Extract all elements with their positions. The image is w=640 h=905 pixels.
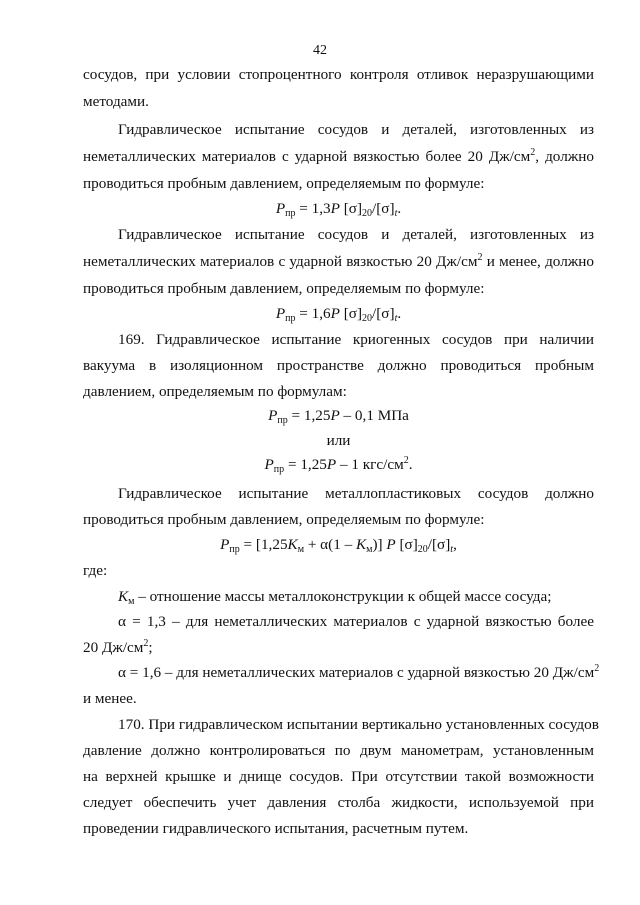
paragraph-line: неметаллических материалов с ударной вязкостью более 20 $Дж/см^2$, должно (83, 146, 594, 165)
paragraph-line: на верхней крышке и днище сосудов. При отсутствии такой возможности (83, 768, 594, 785)
paragraph-line: давлением, определяемым по формулам: (83, 383, 347, 400)
paragraph-line: сосудов, при условии стопроцентного контроля отливок неразрушающими (83, 66, 594, 83)
definition-line: и менее. (83, 690, 137, 707)
where-label: где: (83, 562, 108, 579)
formula: $P_{пр} = [1,25K_м + \alpha(1 - K_м)]$ P $[\sigma]_{20}/[\sigma]_t$, (220, 536, 457, 555)
paragraph-line: вакуума в изоляционном пространстве должно проводиться пробным (83, 357, 594, 374)
formula: $P_{пр} = 1,25P - 0,1$ МПа (268, 407, 409, 426)
paragraph-line: 169. Гидравлическое испытание криогенных сосудов при наличии (118, 331, 594, 348)
paragraph-line: неметаллических материалов с ударной вязкостью 20 $Дж/см^2$ и менее, должно (83, 251, 594, 270)
formula: $P_{пр} = 1,3P$ $[\sigma]_{20}/[\sigma]_t$. (275, 200, 402, 219)
definition-line: α = 1,3 – для неметаллических материалов с ударной вязкостью более (118, 613, 594, 630)
definition-line: 20 $Дж/см^2$; (83, 637, 153, 656)
formula-separator: или (326, 432, 351, 449)
paragraph-line: 170. При гидравлическом испытании вертикально установленных сосудов (118, 716, 599, 733)
page-number: 42 (313, 43, 327, 58)
paragraph-line: Гидравлическое испытание сосудов и деталей, изготовленных из (118, 121, 594, 138)
paragraph-line: проводиться пробным давлением, определяемым по формуле: (83, 175, 485, 192)
formula: $P_{пр} = 1,25P - 1$ кгс/$см^2$. (264, 454, 413, 475)
paragraph-line: давление должно контролироваться по двум манометрам, установленным (83, 742, 594, 759)
paragraph-line: Гидравлическое испытание сосудов и деталей, изготовленных из (118, 226, 594, 243)
definition-line: $K_м$ – отношение массы металлоконструкции к общей массе сосуда; (118, 588, 552, 607)
paragraph-line: проводиться пробным давлением, определяемым по формуле: (83, 511, 485, 528)
paragraph-line: следует обеспечить учет давления столба жидкости, используемой при (83, 794, 594, 811)
paragraph-line: методами. (83, 93, 149, 110)
paragraph-line: проводиться пробным давлением, определяемым по формуле: (83, 280, 485, 297)
paragraph-line: Гидравлическое испытание металлопластиковых сосудов должно (118, 485, 594, 502)
paragraph-line: проведении гидравлического испытания, расчетным путем. (83, 820, 469, 837)
formula: $P_{пр} = 1,6P$ $[\sigma]_{20}/[\sigma]_t$. (275, 305, 402, 324)
definition-line: α = 1,6 – для неметаллических материалов с ударной вязкостью 20 $Дж/см^2$ (118, 662, 600, 681)
